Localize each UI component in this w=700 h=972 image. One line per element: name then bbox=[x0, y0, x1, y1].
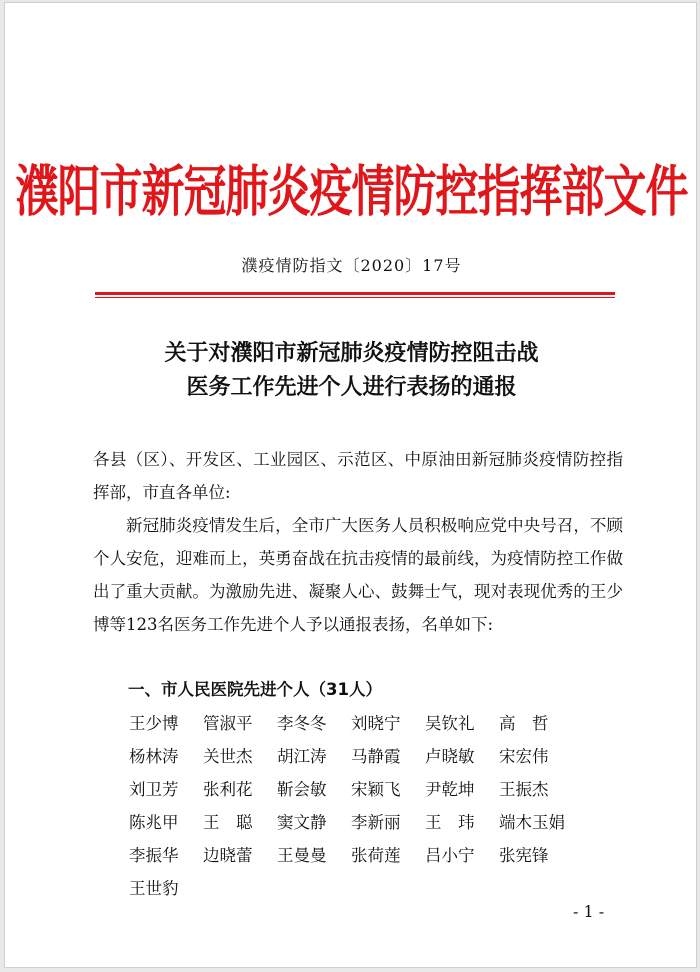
person-name: 刘卫芳 bbox=[129, 780, 179, 799]
person-name: 卢晓敏 bbox=[425, 747, 475, 766]
person-name: 马静霞 bbox=[351, 747, 401, 766]
person-name: 李冬冬 bbox=[277, 714, 327, 733]
red-divider-thick bbox=[95, 292, 615, 295]
red-divider bbox=[95, 292, 615, 301]
person-name: 吕小宁 bbox=[425, 846, 475, 865]
person-name: 杨林涛 bbox=[129, 747, 179, 766]
body-paragraph: 新冠肺炎疫情发生后，全市广大医务人员积极响应党中央号召，不顾个人安危，迎难而上，英勇奋战在抗击疫情的最前线，为疫情防控工作做出了重大贡献。为激励先进、凝聚人心、鼓舞士气，现对表现优秀的王少博等123名医务工作先进个人予以通报表扬，名单如下: bbox=[93, 516, 623, 634]
person-name: 张宪锋 bbox=[499, 846, 549, 865]
person-name: 靳会敏 bbox=[277, 780, 327, 799]
notice-title-line2: 医务工作先进个人进行表扬的通报 bbox=[186, 375, 517, 400]
person-name: 张荷莲 bbox=[351, 846, 401, 865]
document-page bbox=[4, 2, 697, 968]
person-name: 王聪 bbox=[203, 813, 269, 832]
person-name: 张利花 bbox=[203, 780, 253, 799]
issuer-header-title: 濮阳市新冠肺炎疫情防控指挥部文件 bbox=[15, 160, 688, 225]
addressee: 各县（区）、开发区、工业园区、示范区、中原油田新冠肺炎疫情防控指挥部，市直各单位: bbox=[93, 450, 623, 502]
person-name: 尹乾坤 bbox=[425, 780, 475, 799]
person-name: 宋宏伟 bbox=[499, 747, 549, 766]
person-name: 端木玉娟 bbox=[499, 813, 565, 832]
person-name: 王振杰 bbox=[499, 780, 549, 799]
person-name: 宋颖飞 bbox=[351, 780, 401, 799]
notice-title bbox=[5, 337, 698, 405]
person-name: 李振华 bbox=[129, 846, 179, 865]
notice-title-line1: 关于对濮阳市新冠肺炎疫情防控阻击战 bbox=[164, 341, 539, 366]
person-name: 关世杰 bbox=[203, 747, 253, 766]
person-name: 王世豹 bbox=[129, 879, 179, 898]
person-name: 管淑平 bbox=[203, 714, 253, 733]
person-name: 王玮 bbox=[425, 813, 491, 832]
section-heading: 一、市人民医院先进个人（31人） bbox=[128, 680, 382, 699]
person-name: 窦文静 bbox=[277, 813, 327, 832]
person-name: 高哲 bbox=[499, 714, 565, 733]
document-number: 濮疫情防指文〔2020〕17号 bbox=[241, 256, 462, 275]
person-name: 边晓蕾 bbox=[203, 846, 253, 865]
page-number: - 1 - bbox=[573, 902, 605, 921]
person-name: 王少博 bbox=[129, 714, 179, 733]
person-name: 王曼曼 bbox=[277, 846, 327, 865]
person-name: 陈兆甲 bbox=[129, 813, 179, 832]
person-name: 胡江涛 bbox=[277, 747, 327, 766]
names-list bbox=[129, 707, 609, 905]
person-name: 李新丽 bbox=[351, 813, 401, 832]
red-divider-thin bbox=[95, 297, 615, 298]
person-name: 刘晓宁 bbox=[351, 714, 401, 733]
person-name: 吴钦礼 bbox=[425, 714, 475, 733]
